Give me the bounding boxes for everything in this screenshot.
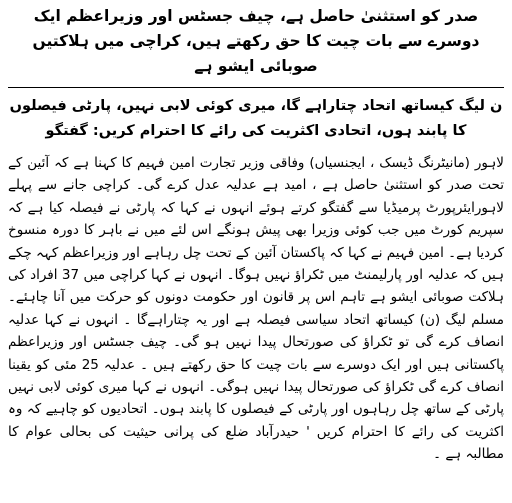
article-body: لاہور (مانیٹرنگ ڈیسک ، ایجنسیاں) وفاقی وزیر تجارت امین فہیم کا کہنا ہے کہ آئین کے تحت صدر کو استثنیٰ حاصل ہے ، امید ہے عدلیہ عدل کرے گی۔ کراچی جانے سے پہلے لاہورایئرپورٹ پرمیڈیا سے گفتگو کرتے ہوئے انہوں نے کہا کہ پارٹی نے فیصلہ کیا ہے کہ سپریم کورٹ میں جب کوئی وزیرا بھی پیش ہونگے اس لئے میں نے باہر کا دورہ منسوخ کردیا ہے۔ امین فہیم نے کہا کہ پاکستان آئین کے تحت چل رہاہے اور وزیراعظم کہہ چکے ہیں کہ عدلیہ اور پارلیمنٹ میں ٹکراؤ نہیں ہوگا۔ انہوں نے کہا کراچی میں 37 افراد کی ہلاکت صوبائی ایشو ہے تاہم اس پر قانون اور حکومت دونوں کو حرکت میں آنا چاہئے۔ مسلم لیگ (ن) کیساتھ اتحاد سیاسی فیصلہ ہے اور یہ چتاراہےگا ۔ انہوں نے کہا عدلیہ انصاف کرے گی تو ٹکراؤ کی صورتحال پیدا نہیں ہو گی۔ چیف جسٹس اور وزیراعظم پاکستانی ہیں اور ایک دوسرے سے بات چیت کا حق رکھتے ہیں ۔ عدلیہ 25 مئی کو یقینا انصاف کرے گی ٹکراؤ کی صورتحال پیدا نہیں ہوگی۔ انہوں نے کہا میری کوئی لابی نہیں پارٹی کے ساتھ چل رہاہوں اور پارٹی کے فیصلوں کا پابند ہوں۔ اتحادیوں کو چاہیے کہ وہ اکثریت کی رائے کا احترام کریں ' حیدرآباد ضلع کی پرانی حیثیت کی بحالی عوام کا مطالبہ ہے ۔ xyxy=(8,155,505,463)
article-headline: صدر کو استثنیٰ حاصل ہے، چیف جسٹس اور وزیراعظم ایک دوسرے سے بات چیت کا حق رکھتے ہیں، کراچی میں ہلاکتیں صوبائی ایشو ہے xyxy=(32,7,480,75)
headline-divider xyxy=(8,87,504,88)
article-subheadline: ن لیگ کیساتھ اتحاد چتاراہے گا، میری کوئی لابی نہیں، پارٹی فیصلوں کا پابند ہوں، اتحادی اکثریت کی رائے کا احترام کریں: گفتگو xyxy=(9,98,503,139)
